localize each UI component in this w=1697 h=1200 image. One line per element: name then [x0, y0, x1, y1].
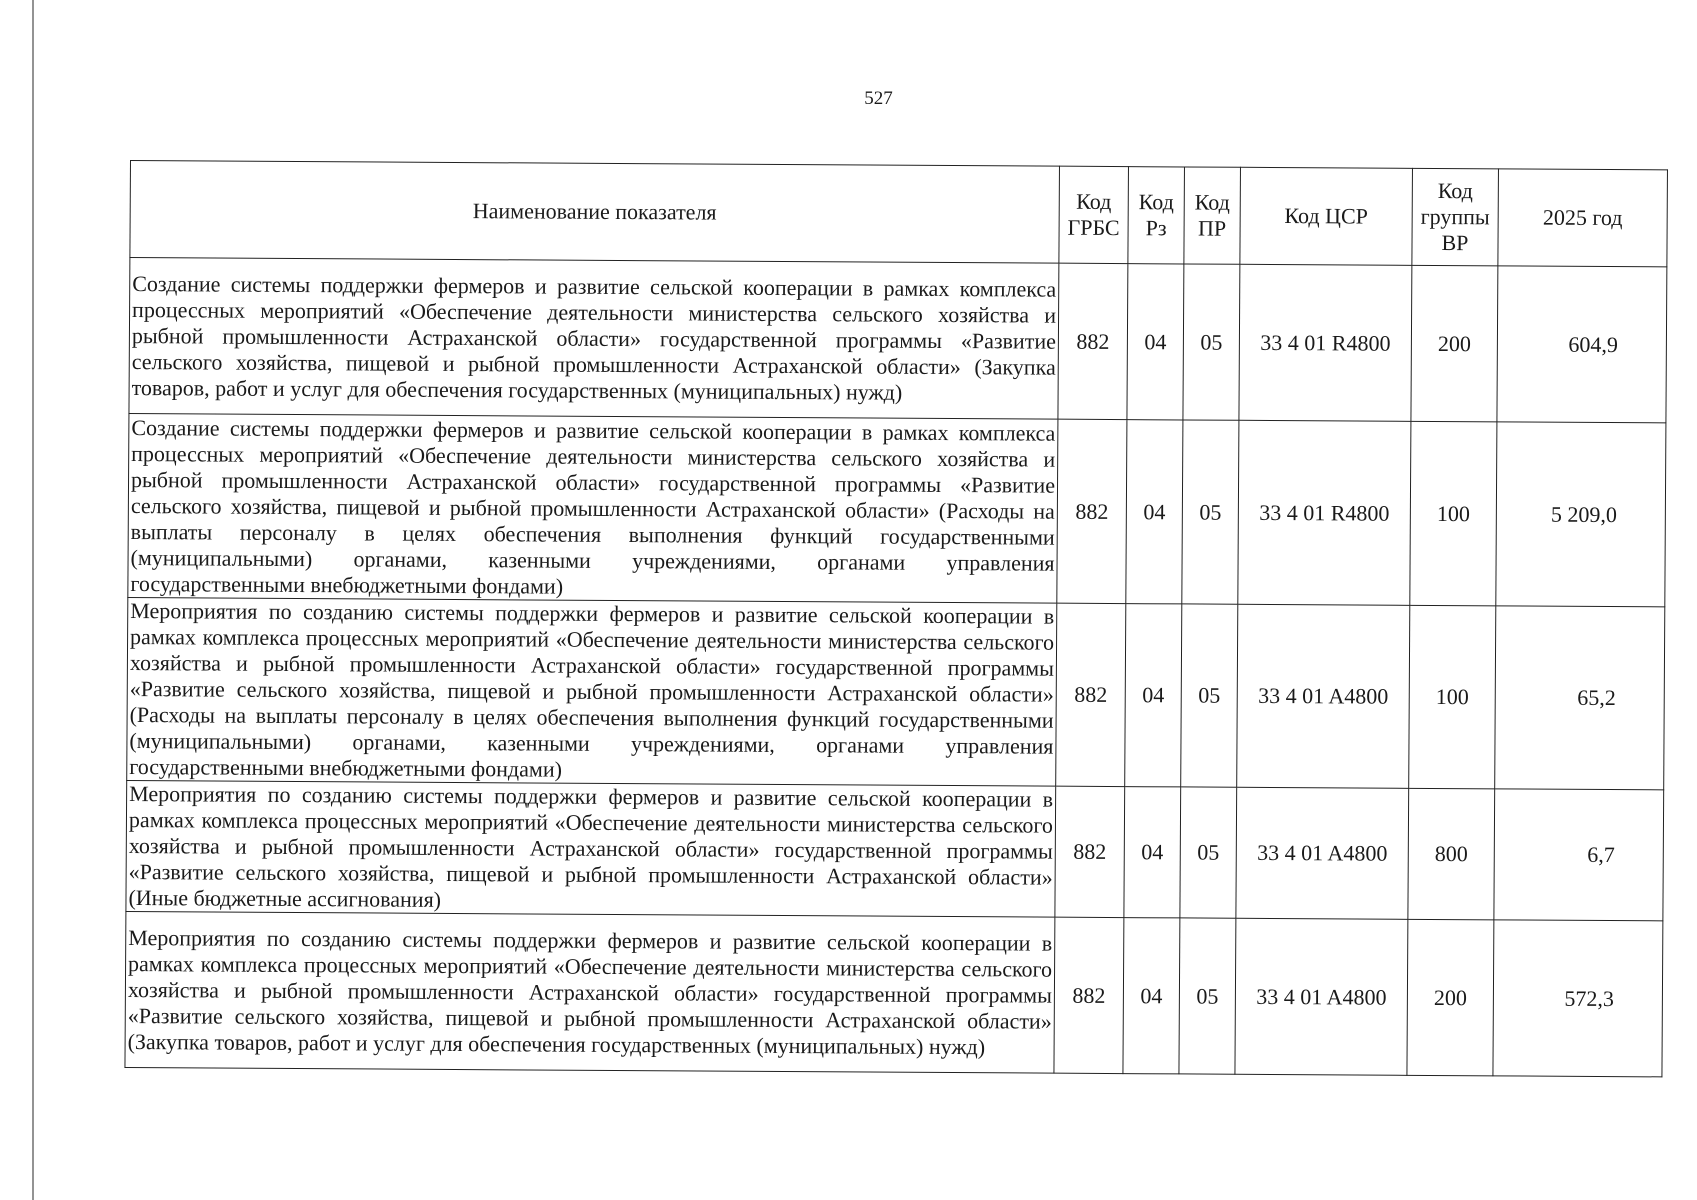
row-name: Мероприятия по созданию системы поддержки фермеров и развитие сельской кооперации в рамках комплекса процессных мероприятий «Обеспечение деятельности министерства сельского хозяйства и рыбной промышленности Астраханской области» государственной программы «Развитие сельского хозяйства, пищевой и рыбной промышленности Астраханской области» (Закупка товаров, работ и услуг для обеспечения государственных (муниципальных) нужд) [125, 911, 1055, 1073]
row-rz: 04 [1125, 604, 1182, 787]
header-csr: Код ЦСР [1240, 167, 1413, 265]
row-rz: 04 [1127, 264, 1184, 420]
row-amount: 5 209,0 [1496, 422, 1666, 607]
binding-edge-line [32, 0, 34, 1200]
row-grbs: 882 [1055, 786, 1125, 917]
row-vr: 100 [1409, 605, 1496, 789]
row-rz: 04 [1123, 918, 1180, 1074]
row-name: Создание системы поддержки фермеров и развитие сельской кооперации в рамках комплекса процессных мероприятий «Обеспечение деятельности министерства сельского хозяйства и рыбной промышленности Астраханской области» государственной программы «Развитие сельского хозяйства, пищевой и рыбной промышленности Астраханской области» (Закупка товаров, работ и услуг для обеспечения государственных (муниципальных) нужд) [129, 258, 1059, 420]
row-csr: 33 4 01 R4800 [1238, 420, 1411, 605]
page-number: 527 [864, 88, 893, 109]
row-grbs: 882 [1054, 917, 1124, 1073]
table-row [125, 911, 1663, 1076]
header-vr: Код группы ВР [1412, 168, 1499, 266]
row-name: Создание системы поддержки фермеров и развитие сельской кооперации в рамках комплекса процессных мероприятий «Обеспечение деятельности министерства сельского хозяйства и рыбной промышленности Астраханской области» государственной программы «Развитие сельского хозяйства, пищевой и рыбной промышленности Астраханской области» (Расходы на выплаты персоналу в целях обеспечения выполнения функций государственными (муниципальными) органами, казенными учреждениями, органами управления государственными внебюджетными фондами) [128, 413, 1058, 603]
row-grbs: 882 [1058, 263, 1128, 419]
row-csr: 33 4 01 A4800 [1235, 918, 1408, 1075]
row-csr: 33 4 01 A4800 [1237, 604, 1410, 788]
row-amount: 6,7 [1494, 789, 1664, 921]
header-name: Наименование показателя [130, 161, 1060, 264]
row-rz: 04 [1124, 787, 1181, 918]
row-grbs: 882 [1057, 419, 1127, 603]
row-pr: 05 [1183, 264, 1240, 420]
header-year: 2025 год [1498, 169, 1668, 267]
table-header [130, 161, 1668, 267]
header-row [130, 161, 1668, 267]
table-row [127, 597, 1665, 789]
row-pr: 05 [1182, 420, 1239, 604]
row-csr: 33 4 01 A4800 [1236, 787, 1409, 919]
table-body [125, 258, 1667, 1077]
table-row [128, 413, 1666, 606]
header-rz: Код Рз [1128, 167, 1185, 264]
row-rz: 04 [1126, 420, 1183, 604]
row-vr: 200 [1407, 919, 1494, 1076]
row-name: Мероприятия по созданию системы поддержки фермеров и развитие сельской кооперации в рамках комплекса процессных мероприятий «Обеспечение деятельности министерства сельского хозяйства и рыбной промышленности Астраханской области» государственной программы «Развитие сельского хозяйства, пищевой и рыбной промышленности Астраханской области» (Иные бюджетные ассигнования) [126, 780, 1056, 917]
row-amount: 604,9 [1497, 266, 1667, 423]
header-pr: Код ПР [1184, 167, 1241, 264]
row-vr: 200 [1411, 265, 1498, 422]
row-grbs: 882 [1056, 603, 1126, 786]
table-row [129, 258, 1667, 423]
header-grbs: Код ГРБС [1059, 166, 1129, 263]
row-csr: 33 4 01 R4800 [1239, 264, 1412, 421]
row-pr: 05 [1181, 604, 1238, 787]
row-name: Мероприятия по созданию системы поддержки фермеров и развитие сельской кооперации в рамках комплекса процессных мероприятий «Обеспечение деятельности министерства сельского хозяйства и рыбной промышленности Астраханской области» государственной программы «Развитие сельского хозяйства, пищевой и рыбной промышленности Астраханской области» (Расходы на выплаты персоналу в целях обеспечения выполнения функций государственными (муниципальными) органами, казенными учреждениями, органами управления государственными внебюджетными фондами) [127, 597, 1057, 786]
table-row [126, 780, 1664, 920]
row-amount: 572,3 [1493, 920, 1663, 1077]
row-vr: 800 [1408, 788, 1495, 920]
row-amount: 65,2 [1495, 606, 1665, 790]
row-pr: 05 [1180, 787, 1237, 918]
row-pr: 05 [1179, 918, 1236, 1074]
row-vr: 100 [1410, 421, 1497, 606]
budget-table [124, 160, 1668, 1077]
